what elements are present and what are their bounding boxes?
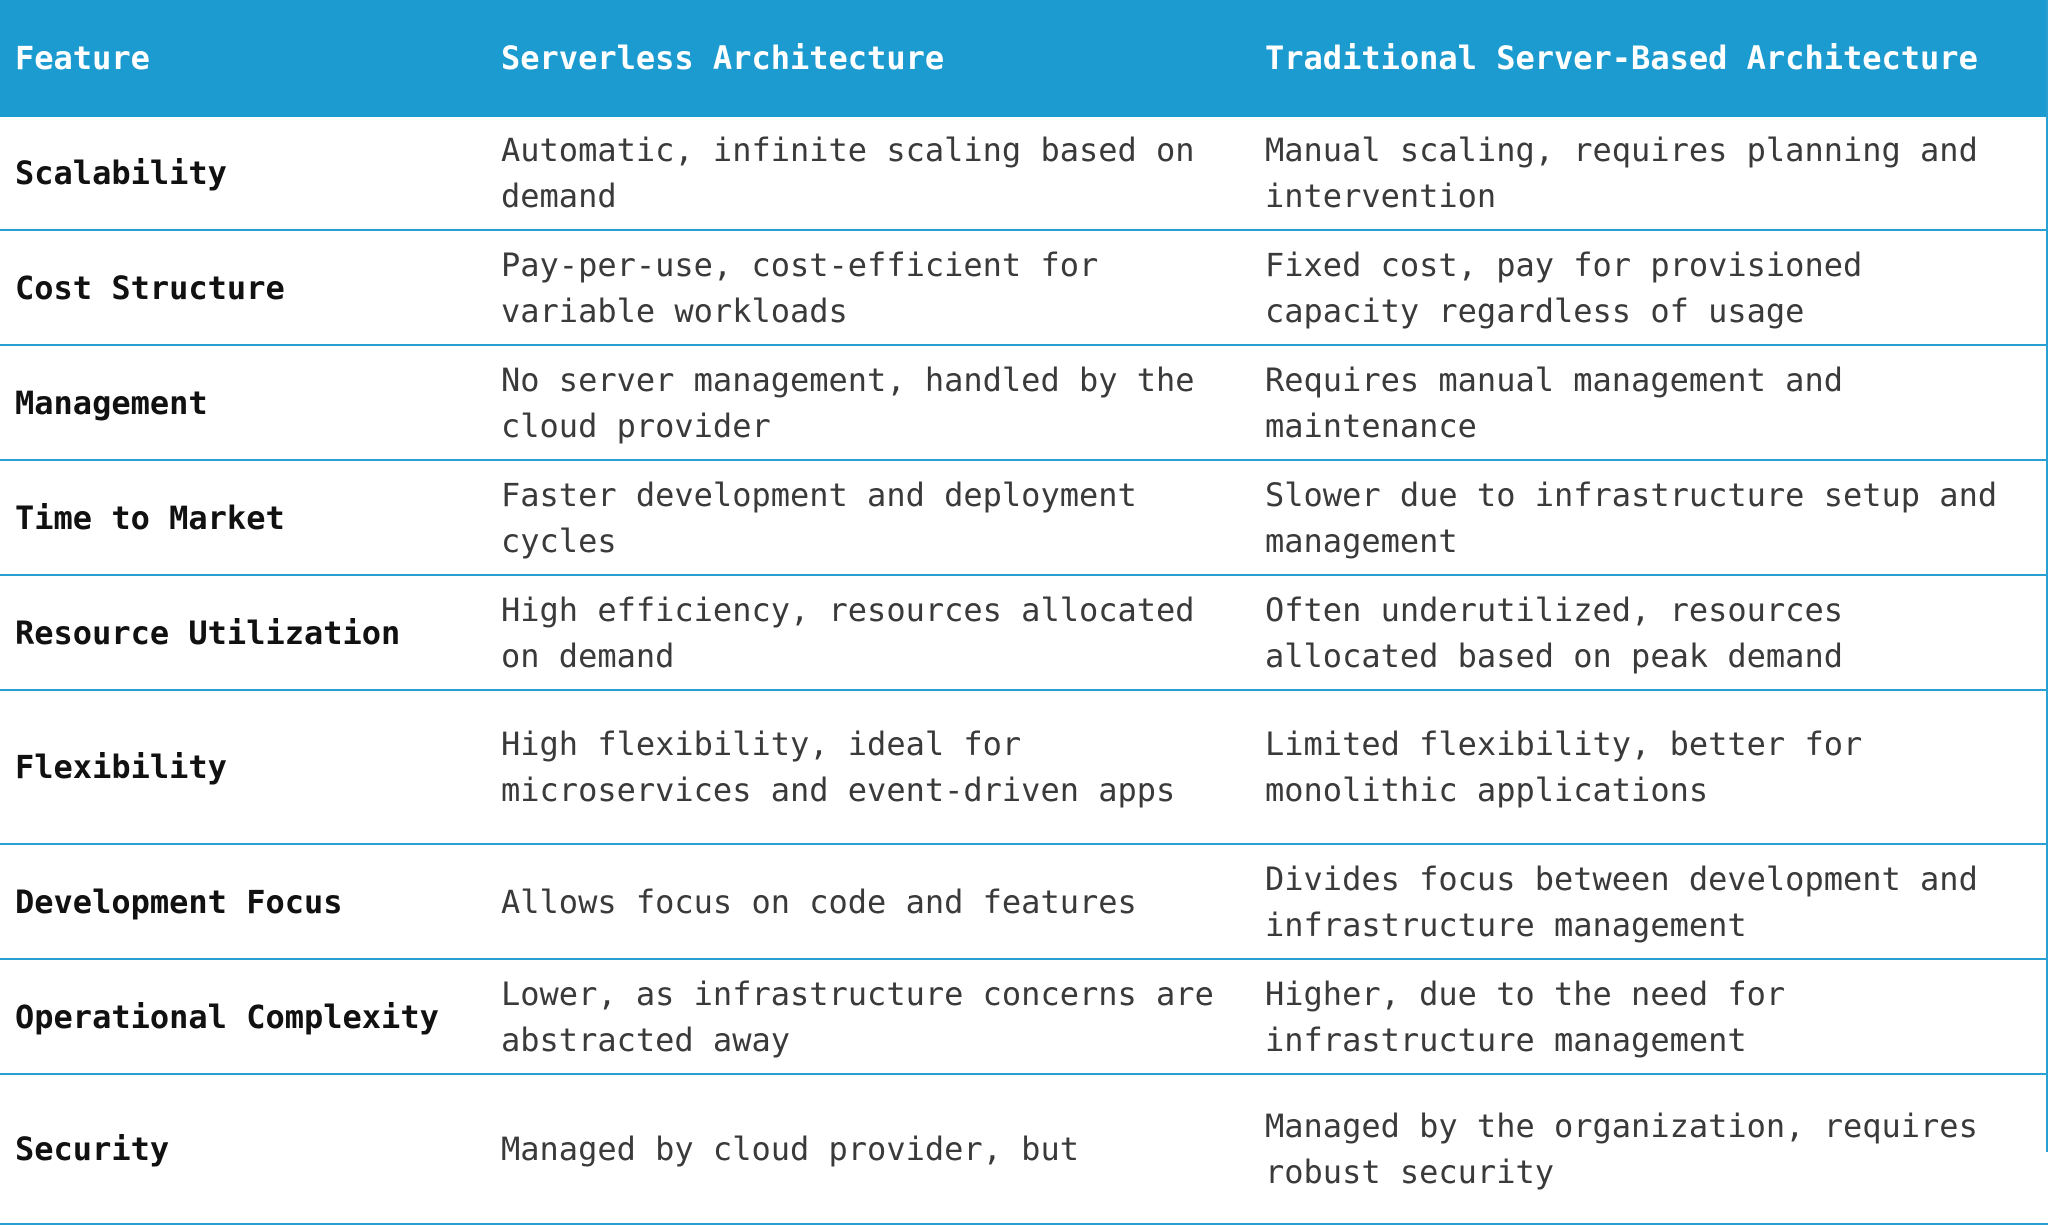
- traditional-cell: Managed by the organization, requires robust security: [1250, 1074, 2048, 1224]
- feature-cell: Operational Complexity: [0, 959, 486, 1074]
- traditional-cell: Higher, due to the need for infrastructure management: [1250, 959, 2048, 1074]
- feature-cell: Flexibility: [0, 690, 486, 844]
- traditional-cell: Often underutilized, resources allocated based on peak demand: [1250, 575, 2048, 690]
- table-row: [0, 116, 2048, 230]
- feature-cell: Time to Market: [0, 460, 486, 575]
- feature-cell: Development Focus: [0, 844, 486, 959]
- table-row: [0, 1074, 2048, 1224]
- table-header: [0, 0, 2048, 116]
- header-traditional: Traditional Server-Based Architecture: [1250, 0, 2048, 116]
- header-serverless: Serverless Architecture: [486, 0, 1250, 116]
- serverless-cell: High efficiency, resources allocated on demand: [486, 575, 1250, 690]
- table-row: [0, 575, 2048, 690]
- header-feature: Feature: [0, 0, 486, 116]
- traditional-cell: Limited flexibility, better for monolithic applications: [1250, 690, 2048, 844]
- feature-cell: Resource Utilization: [0, 575, 486, 690]
- traditional-cell: Fixed cost, pay for provisioned capacity regardless of usage: [1250, 230, 2048, 345]
- table-row: [0, 345, 2048, 460]
- serverless-cell: Managed by cloud provider, but: [486, 1074, 1250, 1224]
- traditional-cell: Requires manual management and maintenance: [1250, 345, 2048, 460]
- serverless-cell: Allows focus on code and features: [486, 844, 1250, 959]
- serverless-cell: No server management, handled by the cloud provider: [486, 345, 1250, 460]
- table-body: [0, 116, 2048, 1224]
- feature-cell: Management: [0, 345, 486, 460]
- serverless-cell: Lower, as infrastructure concerns are abstracted away: [486, 959, 1250, 1074]
- serverless-cell: Pay-per-use, cost-efficient for variable workloads: [486, 230, 1250, 345]
- table-row: [0, 690, 2048, 844]
- feature-cell: Security: [0, 1074, 486, 1224]
- serverless-cell: Automatic, infinite scaling based on demand: [486, 116, 1250, 230]
- traditional-cell: Manual scaling, requires planning and intervention: [1250, 116, 2048, 230]
- feature-cell: Cost Structure: [0, 230, 486, 345]
- table-row: [0, 844, 2048, 959]
- table-row: [0, 959, 2048, 1074]
- traditional-cell: Divides focus between development and infrastructure management: [1250, 844, 2048, 959]
- serverless-cell: Faster development and deployment cycles: [486, 460, 1250, 575]
- header-row: [0, 0, 2048, 116]
- feature-cell: Scalability: [0, 116, 486, 230]
- serverless-cell: High flexibility, ideal for microservices and event-driven apps: [486, 690, 1250, 844]
- traditional-cell: Slower due to infrastructure setup and management: [1250, 460, 2048, 575]
- table-row: [0, 460, 2048, 575]
- table-row: [0, 230, 2048, 345]
